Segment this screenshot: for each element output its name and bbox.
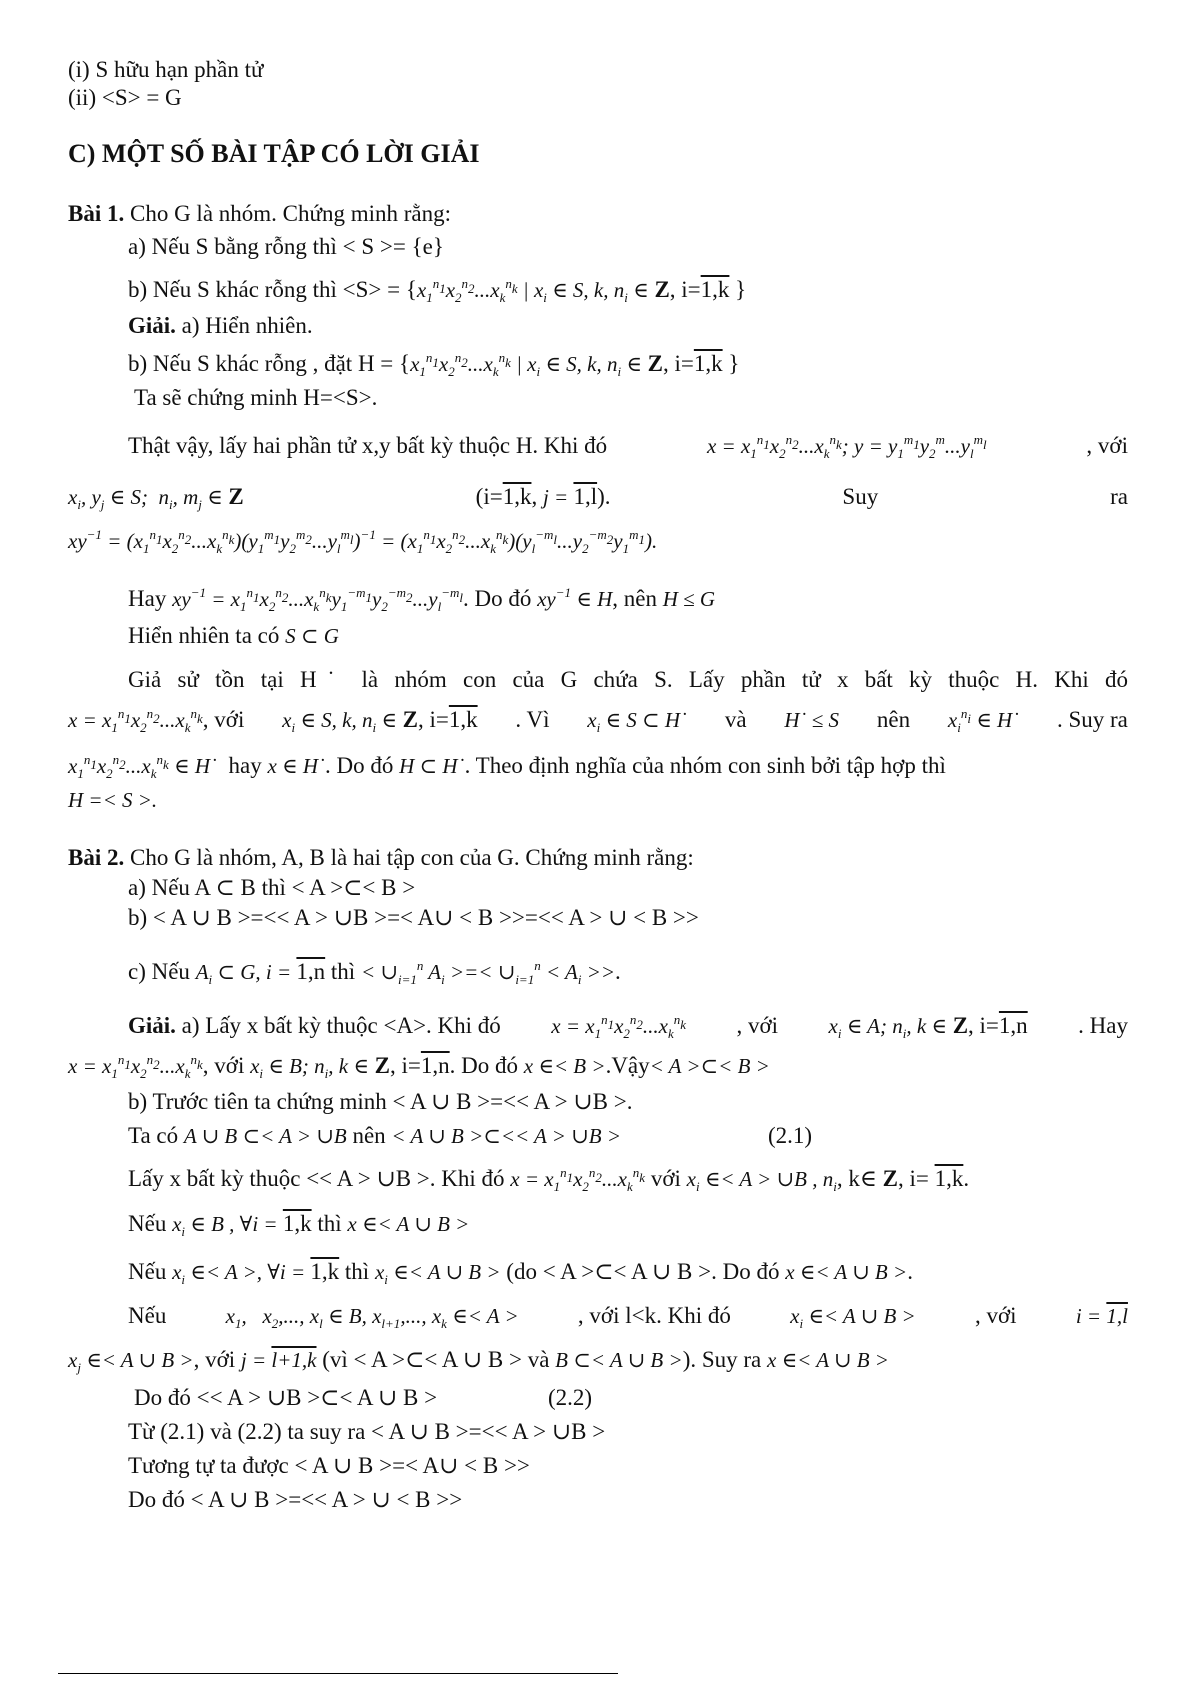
bai2-giai-b-3: Lấy x bất kỳ thuộc << A > ∪B >. Khi đó $x = x_1^{n_1}x_2^{n_2}...x_k^{n_k}$ với $x_i$ ∈< A > ∪B , $n_i$, k∈ Z, i= 1,k. bbox=[128, 1165, 970, 1194]
bai2-giai-a-line1: Giải. a) Lấy x bất kỳ thuộc <A>. Khi đó $x = x_1^{n_1}x_2^{n_2}...x_k^{n_k}$ , với $x_i$ ∈ A; $n_i$, k ∈ Z, i=1,n . Hay bbox=[128, 1012, 1128, 1041]
bai1-xy-formula: $xy^{-1} = (x_1^{n_1}x_2^{n_2}...x_k^{n_k})(y_1^{m_1}y_2^{m_2}...y_l^{m_l})^{-1} = (x_1^{n_1}x_2^{n_2}...x_k^{n_k})(y_l^{-m_l}...y_2^{-m_2}y_1^{m_1})$. bbox=[68, 527, 658, 556]
footer-rule bbox=[58, 1673, 618, 1674]
bai2-giai-b-2: Ta có A ∪ B ⊂< A > ∪B nên < A ∪ B >⊂<< A > ∪B > bbox=[128, 1123, 622, 1148]
bai1-prove: Ta sẽ chứng minh H=<S>. bbox=[134, 385, 378, 410]
bai2-part-c: c) Nếu $A_i$ ⊂ G, i = 1,n thì < $\cup_{i=1}^n$ $A_i$ >=< $\cup_{i=1}^n < A_i$ >>. bbox=[128, 958, 621, 987]
bai2-giai-b-5: Nếu $x_i$ ∈< A >, ∀i = 1,k thì $x_i$ ∈< A ∪ B > (do < A >⊂< A ∪ B >. Do đó x ∈< A ∪ B >. bbox=[128, 1259, 913, 1287]
bai1-para2-line2: $x = x_1^{n_1}x_2^{n_2}...x_k^{n_k}$, với $x_i$ ∈ S, k, $n_i$ ∈ Z, i=1,k . Vì $x_i$ ∈ S ⊂ H˙ và H˙ ≤ S nên $x_i^{n_i}$ ∈ H˙ . Suy ra bbox=[68, 706, 1128, 735]
bai1-para1-line2: $x_i$, $y_j$ ∈ S; $n_i$, $m_j$ ∈ Z (i=1,k, j = 1,l). Suy ra bbox=[68, 484, 1128, 512]
bai2-label: Bài 2. bbox=[68, 845, 125, 870]
bai2-part-b: b) < A ∪ B >=<< A > ∪B >=< A∪ < B >>=<< A > ∪ < B >> bbox=[128, 905, 699, 930]
bai1-label: Bài 1. bbox=[68, 201, 125, 226]
bai2-part-a: a) Nếu A ⊂ B thì < A >⊂< B > bbox=[128, 875, 416, 900]
bai1-part-a: a) Nếu S bằng rỗng thì < S >= {e} bbox=[128, 234, 444, 259]
bai2-statement: Bài 2. Cho G là nhóm, A, B là hai tập con của G. Chứng minh rằng: bbox=[68, 845, 694, 870]
bai2-giai-b-8: Do đó << A > ∪B >⊂< A ∪ B > bbox=[134, 1385, 438, 1410]
bai2-giai-b-7: $x_j$ ∈< A ∪ B >, với j = l+1,k (vì < A >⊂< A ∪ B > và B ⊂< A ∪ B >). Suy ra x ∈< A ∪ B > bbox=[68, 1347, 889, 1375]
bai1-para1-line1: Thật vậy, lấy hai phần tử x,y bất kỳ thuộc H. Khi đó $x = x_1^{n_1}x_2^{n_2}...x_k^{n_k}$; $y = y_1^{m_1}y_2^m...y_l^{m_l}$ , với bbox=[128, 432, 1128, 461]
bai2-giai-b-11: Do đó < A ∪ B >=<< A > ∪ < B >> bbox=[128, 1487, 463, 1512]
bai1-giai-a: Giải. a) Hiển nhiên. bbox=[128, 313, 313, 338]
bai2-giai-b-6: Nếu $x_1$, $x_2$,..., $x_l$ ∈ B, $x_{l+1}$,..., $x_k$ ∈< A > , với l<k. Khi đó $x_i$ ∈< A ∪ B > , với i = 1,l bbox=[128, 1303, 1128, 1331]
eq-2-1: (2.1) bbox=[768, 1123, 813, 1148]
bai2-giai-b-1: b) Trước tiên ta chứng minh < A ∪ B >=<< A > ∪B >. bbox=[128, 1089, 633, 1114]
bai1-statement bbox=[68, 200, 451, 228]
bai1-para2-line3: $x_1^{n_1}x_2^{n_2}...x_k^{n_k}$ ∈ H˙ hay x ∈ H˙. Do đó H ⊂ H˙. Theo định nghĩa của nhóm con sinh bởi tập hợp thì bbox=[68, 752, 946, 781]
bai2-giai-a-line2: $x = x_1^{n_1}x_2^{n_2}...x_k^{n_k}$, với $x_i$ ∈ B; $n_i$, k ∈ Z, i=1,n. Do đó x ∈< B >.Vậy< A >⊂< B > bbox=[68, 1052, 770, 1081]
intro-item-2: (ii) <S> = G bbox=[68, 85, 182, 110]
bai2-giai-b-4: Nếu $x_i$ ∈ B , ∀i = 1,k thì x ∈< A ∪ B > bbox=[128, 1211, 470, 1239]
intro-item-1: (i) S hữu hạn phần tử bbox=[68, 57, 264, 82]
bai1-text: Cho G là nhóm. Chứng minh rằng: bbox=[129, 201, 452, 226]
section-title: C) MỘT SỐ BÀI TẬP CÓ LỜI GIẢI bbox=[68, 139, 480, 168]
bai2-giai-b-9: Từ (2.1) và (2.2) ta suy ra < A ∪ B >=<< A > ∪B > bbox=[128, 1419, 606, 1444]
bai1-hay-line: Hay $xy^{-1} = x_1^{n_1}x_2^{n_2}...x_k^{n_k}y_1^{-m_1}y_2^{-m_2}...y_l^{-m_l}$. Do đó $xy^{-1}$ ∈ H, nên H ≤ G bbox=[128, 585, 716, 614]
bai1-hien-nhien: Hiển nhiên ta có S ⊂ G bbox=[128, 623, 339, 648]
bai1-conclusion: H =< S >. bbox=[68, 788, 158, 812]
bai2-giai-b-10: Tương tự ta được < A ∪ B >=< A∪ < B >> bbox=[128, 1453, 530, 1478]
bai1-para2-line1: Giả sử tồn tại H˙ là nhóm con của G chứa S. Lấy phần tử x bất kỳ thuộc H. Khi đó bbox=[128, 667, 1128, 692]
bai1-giai-b: b) Nếu S khác rỗng , đặt $H = \{x_1^{n_1}x_2^{n_2}...x_k^{n_k}$ | $x_i$ ∈ S, k, $n_i$ ∈ Z, i=1,k } bbox=[128, 350, 740, 379]
eq-2-2: (2.2) bbox=[548, 1385, 593, 1410]
bai1-part-b: b) Nếu S khác rỗng thì $<S> = \{x_1^{n_1}x_2^{n_2}...x_k^{n_k}$ | $x_i$ ∈ S, k, $n_i$ ∈ Z, i=1,k } bbox=[128, 276, 747, 305]
